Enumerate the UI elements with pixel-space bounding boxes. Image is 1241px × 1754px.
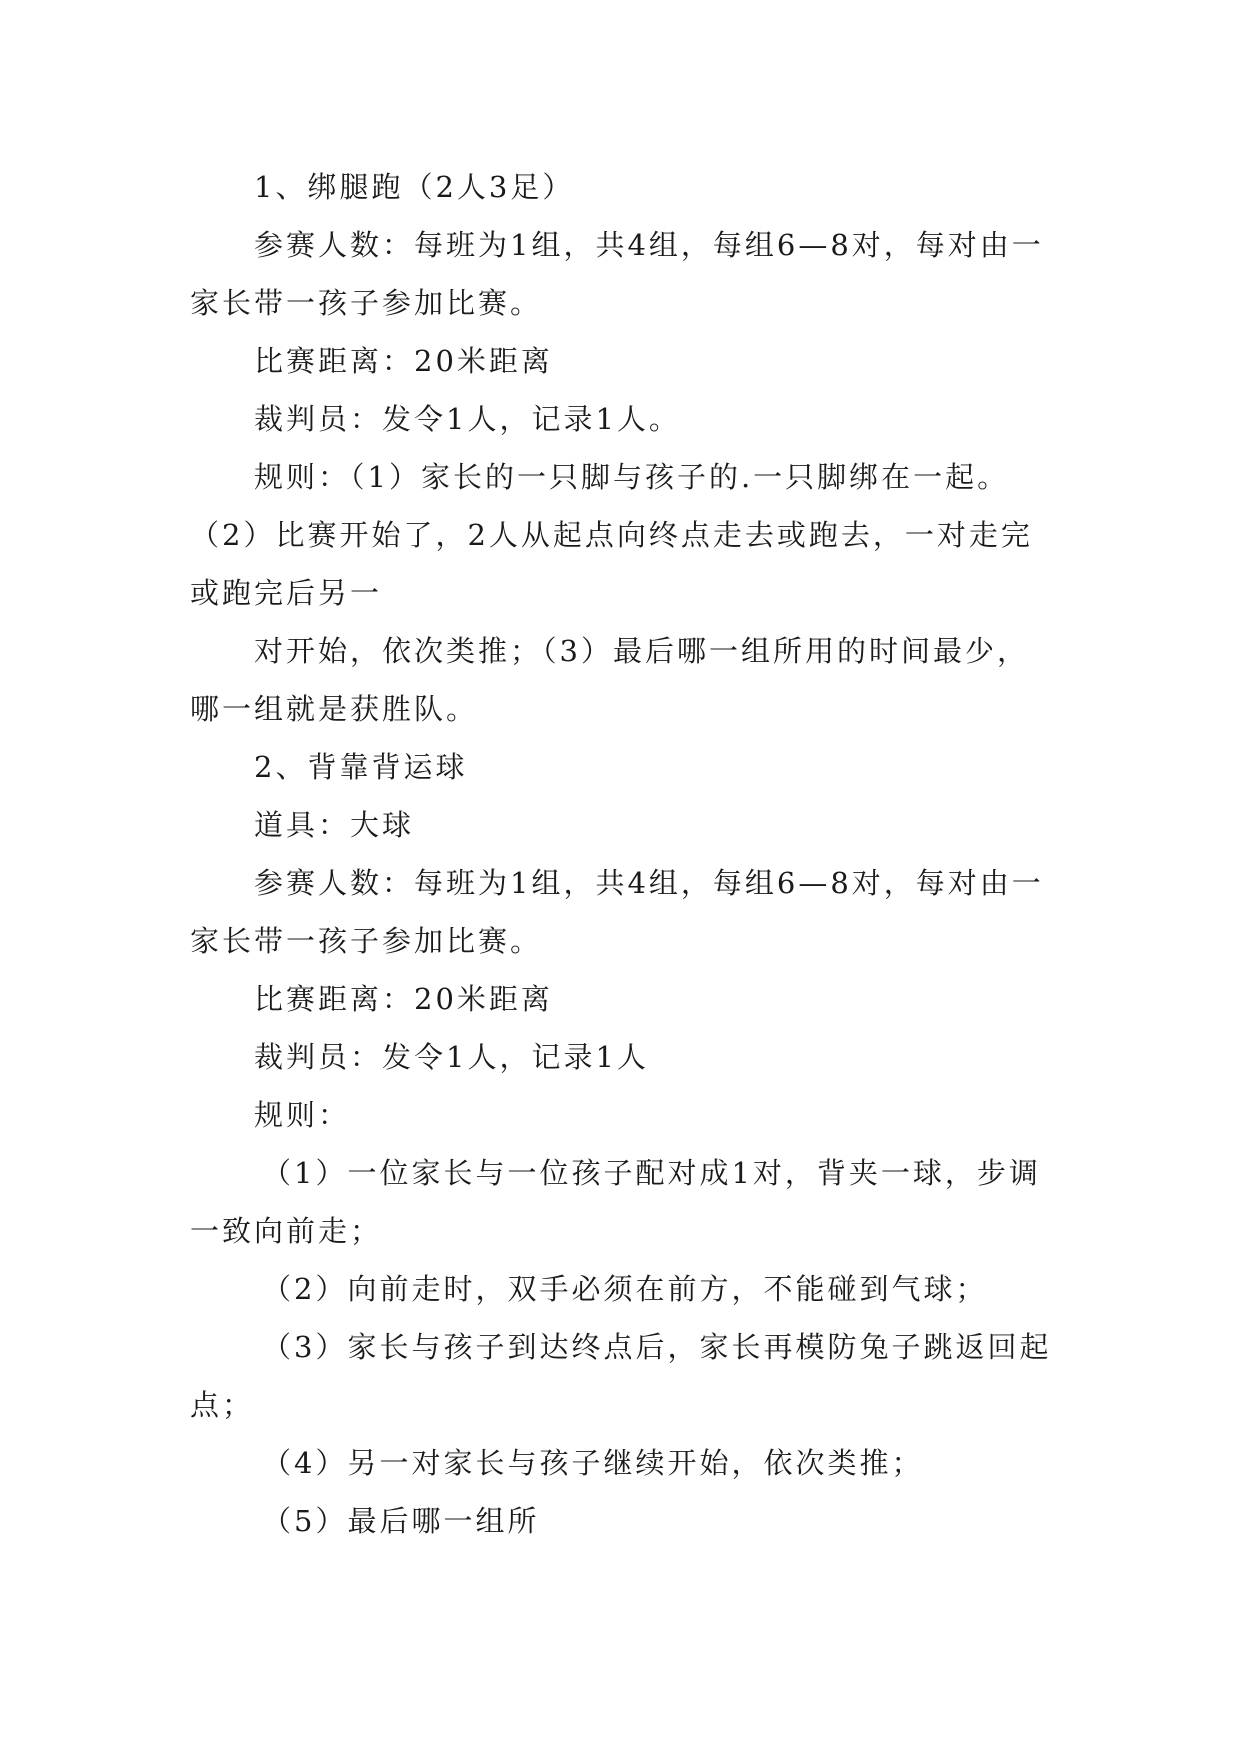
- paragraph-distance-2: 比赛距离：20米距离: [254, 982, 553, 1016]
- rule-item-5: （5）最后哪一组所: [262, 1504, 540, 1538]
- paragraph-rules-1-cont: 对开始，依次类推；（3）最后哪一组所用的时间最少，哪一组就是获胜队。: [190, 634, 1029, 726]
- paragraph-props-2: 道具：大球: [254, 808, 415, 842]
- rule-item-3: （3）家长与孩子到达终点后，家长再模防兔子跳返回起点；: [190, 1330, 1052, 1422]
- paragraph-rules-1: 规则：（1）家长的一只脚与孩子的.一只脚绑在一起。（2）比赛开始了，2人从起点向终点走去或跑去，一对走完或跑完后另一: [190, 460, 1033, 610]
- section-heading-1: 1、绑腿跑（2人3足）: [254, 170, 575, 204]
- paragraph-participants-1: 参赛人数：每班为1组，共4组，每组6—8对，每对由一家长带一孩子参加比赛。: [190, 228, 1044, 320]
- paragraph-referee-1: 裁判员：发令1人，记录1人。: [254, 402, 681, 436]
- rule-item-1: （1）一位家长与一位孩子配对成1对，背夹一球，步调一致向前走；: [190, 1156, 1041, 1248]
- rule-item-2: （2）向前走时，双手必须在前方，不能碰到气球；: [262, 1272, 988, 1306]
- paragraph-rules-2-heading: 规则：: [254, 1098, 351, 1132]
- paragraph-distance-1: 比赛距离：20米距离: [254, 344, 553, 378]
- section-heading-2: 2、背靠背运球: [254, 750, 468, 784]
- paragraph-referee-2: 裁判员：发令1人，记录1人: [254, 1040, 649, 1074]
- document-body: [190, 158, 1060, 1550]
- paragraph-participants-2: 参赛人数：每班为1组，共4组，每组6—8对，每对由一家长带一孩子参加比赛。: [190, 866, 1044, 958]
- rule-item-4: （4）另一对家长与孩子继续开始，依次类推；: [262, 1446, 924, 1480]
